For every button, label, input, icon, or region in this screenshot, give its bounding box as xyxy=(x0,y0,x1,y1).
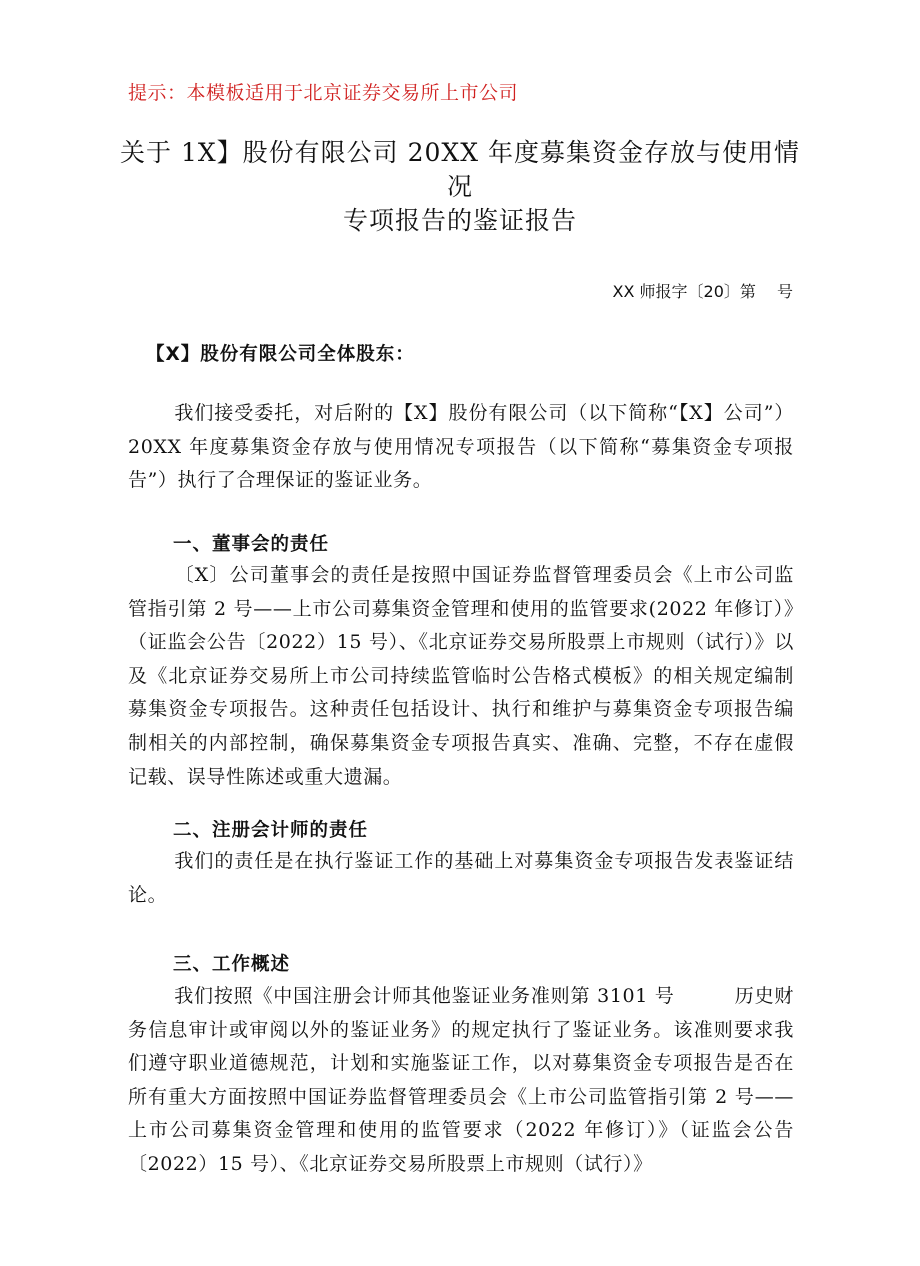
section-body-work-overview-text-b: 历史财务信息审计或审阅以外的鉴证业务》的规定执行了鉴证业务。该准则要求我们遵守职业道德规范，计划和实施鉴证工作，以对募集资金专项报告是否在所有重大方面按照中国证券监督管理委员会《上市公司监管指引第 2 号——上市公司募集资金管理和使用的监管要求（2022 年修订）》（证监会公告〔2022）15 号）、《北京证券交易所股票上市规则（试行）》 xyxy=(128,985,795,1175)
report-title-line-3: 专项报告的鉴证报告 xyxy=(342,206,577,235)
salutation: 【X】股份有限公司全体股东： xyxy=(146,344,415,365)
intro-paragraph xyxy=(128,397,794,498)
section-body-board-text: 〔X〕公司董事会的责任是按照中国证券监督管理委员会《上市公司监管指引第 2 号——上市公司募集资金管理和使用的监管要求(2022 年修订）》（证监会公告〔2022）15 号）、《北京证券交易所股票上市规则（试行）》以及《北京证券交易所上市公司持续监管临时公告格式模板》的相关规定编制募集资金专项报告。这种责任包括设计、执行和维护与募集资金专项报告编制相关的内部控制，确保募集资金专项报告真实、准确、完整，不存在虚假记载、误导性陈述或重大遗漏。 xyxy=(128,564,794,788)
report-title-line-2: 况 xyxy=(446,172,473,201)
section-heading-board: 一、董事会的责任 xyxy=(173,534,330,555)
report-title-line-1: 关于 1X】股份有限公司 20XX 年度募集资金存放与使用情 xyxy=(120,138,800,167)
template-hint: 提示：本模板适用于北京证券交易所上市公司 xyxy=(128,82,519,104)
section-body-board xyxy=(128,559,794,794)
section-heading-cpa: 二、注册会计师的责任 xyxy=(173,820,369,841)
section-body-cpa xyxy=(128,845,794,912)
section-body-cpa-text: 我们的责任是在执行鉴证工作的基础上对募集资金专项报告发表鉴证结论。 xyxy=(128,850,794,906)
section-heading-work-overview: 三、工作概述 xyxy=(173,954,291,975)
section-body-work-overview xyxy=(128,980,794,1182)
reference-number: XX 师报字〔20〕第 号 xyxy=(612,282,793,301)
section-body-work-overview-text-a: 我们按照《中国注册会计师其他鉴证业务准则第 3101 号 xyxy=(174,985,675,1007)
intro-text: 我们接受委托，对后附的【X】股份有限公司（以下简称“【X】公司”）20XX 年度募集资金存放与使用情况专项报告（以下简称“募集资金专项报告”）执行了合理保证的鉴证业务。 xyxy=(128,402,794,492)
